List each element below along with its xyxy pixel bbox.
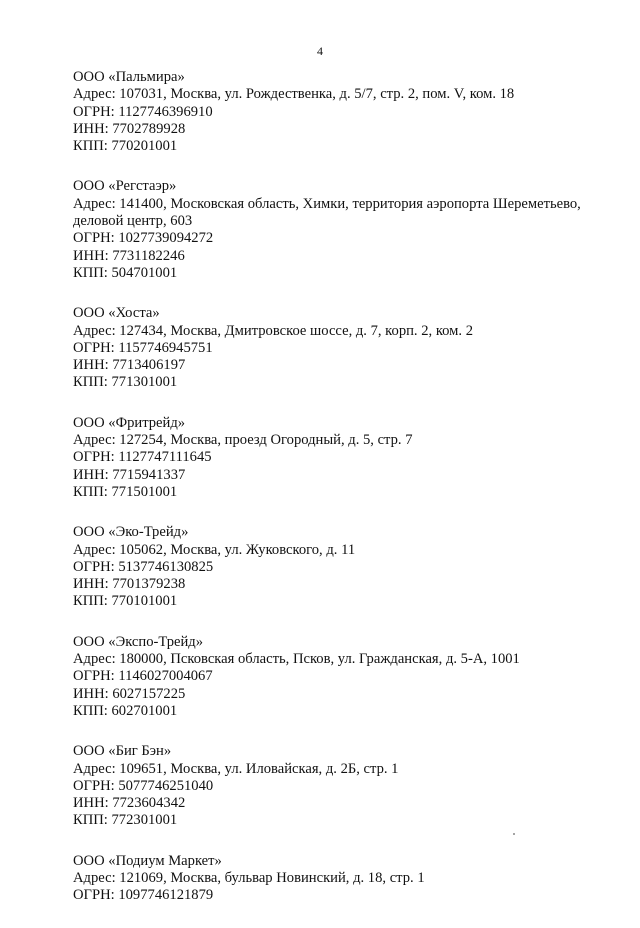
company-name: ООО «Пальмира» [73, 69, 185, 85]
company-kpp: КПП: 771501001 [73, 483, 178, 500]
company-ogrn: ОГРН: 1127746396910 [73, 103, 213, 120]
company-ogrn: ОГРН: 5077746251040 [73, 777, 214, 794]
company-entry [73, 69, 633, 155]
company-inn: ИНН: 6027157225 [73, 685, 186, 702]
company-kpp: КПП: 770201001 [73, 138, 178, 155]
company-ogrn: ОГРН: 1097746121879 [73, 887, 214, 904]
company-list [73, 69, 633, 928]
company-ogrn: ОГРН: 1157746945751 [73, 339, 213, 356]
company-address: Адрес: 109651, Москва, ул. Иловайская, д. 2Б, стр. 1 [73, 760, 399, 777]
company-name: ООО «Хоста» [73, 305, 160, 322]
company-address: Адрес: 127434, Москва, Дмитровское шоссе, д. 7, корп. 2, ком. 2 [73, 322, 474, 339]
company-kpp: КПП: 504701001 [73, 264, 178, 281]
company-entry [73, 305, 633, 391]
company-ogrn: ОГРН: 1027739094272 [73, 230, 214, 247]
company-kpp: КПП: 771301001 [73, 374, 178, 391]
company-kpp: КПП: 770101001 [73, 593, 178, 610]
company-address: Адрес: 141400, Московская область, Химки, территория аэропорта Шереметьево, деловой центр, 603 [73, 195, 581, 230]
company-ogrn: ОГРН: 5137746130825 [73, 558, 214, 575]
company-inn: ИНН: 7723604342 [73, 795, 186, 812]
company-address: Адрес: 105062, Москва, ул. Жуковского, д. 11 [73, 541, 356, 558]
company-entry [73, 178, 633, 282]
company-ogrn: ОГРН: 1146027004067 [73, 668, 213, 685]
page-number: 4 [317, 44, 323, 58]
company-address: Адрес: 127254, Москва, проезд Огородный, д. 5, стр. 7 [73, 432, 413, 449]
company-inn: ИНН: 7713406197 [73, 357, 186, 374]
company-name: ООО «Эко-Трейд» [73, 524, 189, 541]
company-entry [73, 415, 633, 501]
company-name: ООО «Биг Бэн» [73, 743, 172, 760]
company-inn: ИНН: 7731182246 [73, 247, 185, 264]
company-name: ООО «Фритрейд» [73, 414, 186, 431]
company-inn: ИНН: 7715941337 [73, 466, 186, 483]
company-address: Адрес: 121069, Москва, бульвар Новинский, д. 18, стр. 1 [73, 869, 425, 886]
company-entry [73, 853, 633, 905]
company-entry [73, 743, 633, 829]
company-name: ООО «Подиум Маркет» [73, 852, 222, 869]
company-entry [73, 634, 633, 720]
company-address: Адрес: 180000, Псковская область, Псков, ул. Гражданская, д. 5-А, 1001 [73, 651, 520, 668]
company-name: ООО «Регстаэр» [73, 178, 177, 195]
company-inn: ИНН: 7702789928 [73, 120, 186, 137]
company-name: ООО «Экспо-Трейд» [73, 633, 204, 650]
company-address: Адрес: 107031, Москва, ул. Рождественка, д. 5/7, стр. 2, пом. V, ком. 18 [73, 86, 515, 103]
company-entry [73, 524, 633, 610]
company-ogrn: ОГРН: 1127747111645 [73, 449, 212, 466]
company-kpp: КПП: 772301001 [73, 812, 178, 829]
company-kpp: КПП: 602701001 [73, 702, 178, 719]
company-inn: ИНН: 7701379238 [73, 576, 186, 593]
scan-speck [513, 833, 515, 835]
